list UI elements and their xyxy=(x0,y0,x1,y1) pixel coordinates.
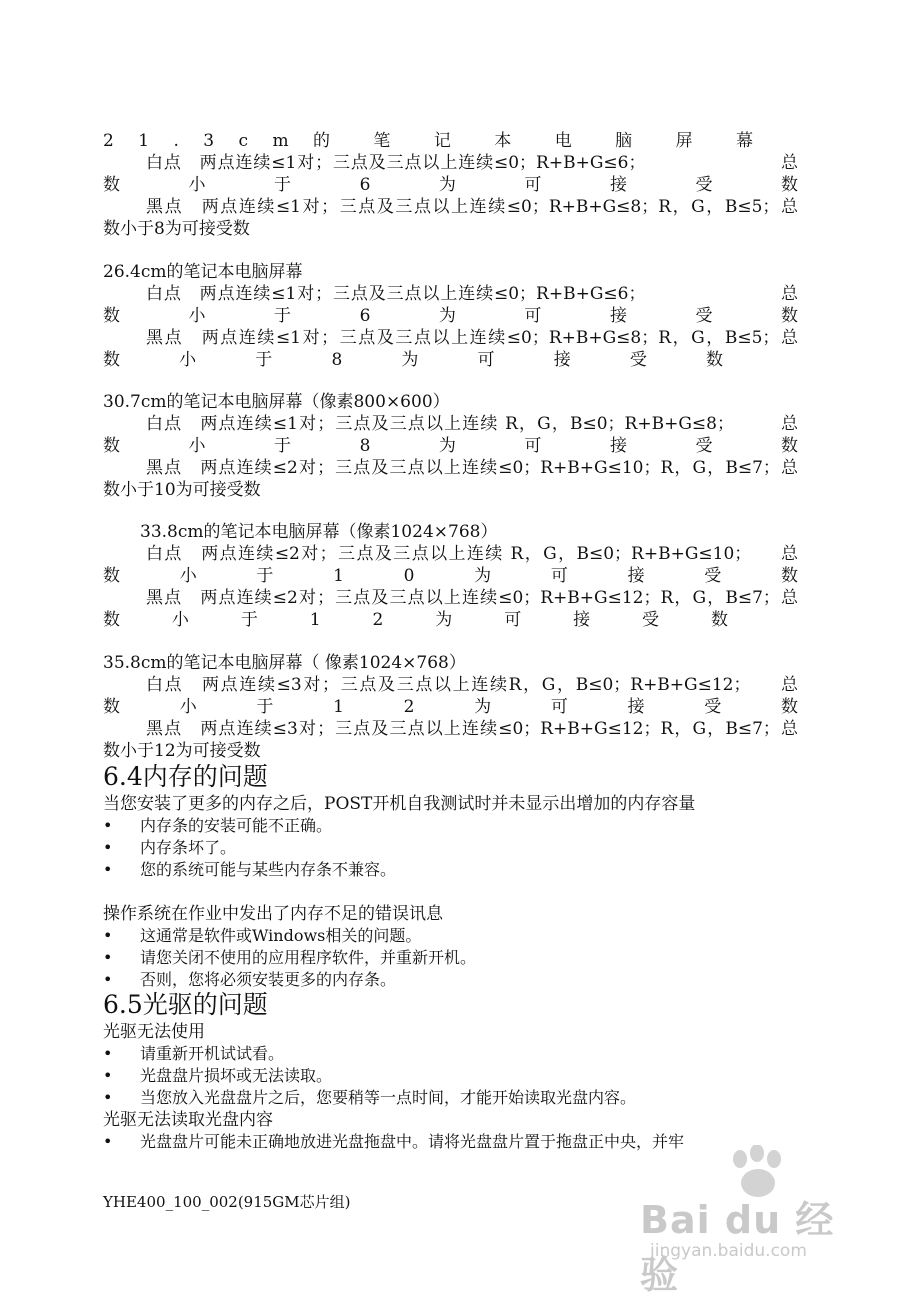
bullet-icon: • xyxy=(103,926,113,945)
optical-question: 光驱无法使用 xyxy=(103,1022,205,1042)
list-item: 请重新开机试试看。 xyxy=(140,1044,285,1063)
section-title: 33.8cm的笔记本电脑屏幕（像素1024×768） xyxy=(140,522,498,542)
black-spec-line: 黑点 两点连续≤3对；三点及三点以上连续≤0；R+B+G≤12；R，G，B≤7；总 xyxy=(146,719,798,739)
white-spec-line: 数 小 于 8 为 可 接 受 数 xyxy=(103,436,798,456)
section-title: 26.4cm的笔记本电脑屏幕 xyxy=(103,262,303,282)
watermark-brand: Bai du 经验 xyxy=(640,1198,835,1297)
list-item: 内存条的安装可能不正确。 xyxy=(140,816,333,835)
white-spec-line: 白点 两点连续≤1对；三点及三点以上连续≤0；R+B+G≤6； 总 xyxy=(146,284,798,304)
black-spec-line: 数 小 于 1 2 为 可 接 受 数 xyxy=(103,610,728,630)
black-spec-line: 数 小 于 8 为 可 接 受 数 xyxy=(103,350,723,370)
list-item: 这通常是软件或Windows相关的问题。 xyxy=(140,926,422,945)
black-spec-line: 数小于8为可接受数 xyxy=(103,219,250,239)
black-spec-line: 黑点 两点连续≤2对；三点及三点以上连续≤0；R+B+G≤12；R，G，B≤7；总 xyxy=(146,588,798,608)
list-item: 否则，您将必须安装更多的内存条。 xyxy=(140,970,397,989)
bullet-icon: • xyxy=(103,1044,113,1063)
memory-question: 当您安装了更多的内存之后，POST开机自我测试时并未显示出增加的内存容量 xyxy=(103,794,696,814)
white-spec-line: 数 小 于 1 0 为 可 接 受 数 xyxy=(103,566,798,586)
bullet-icon: • xyxy=(103,838,113,857)
black-spec-line: 数小于10为可接受数 xyxy=(103,480,261,500)
list-item: 光盘盘片损坏或无法读取。 xyxy=(140,1066,333,1085)
black-spec-line: 数小于12为可接受数 xyxy=(103,741,261,761)
bullet-icon: • xyxy=(103,816,113,835)
list-item: 内存条坏了。 xyxy=(140,838,237,857)
white-spec-line: 白点 两点连续≤3对；三点及三点以上连续R，G，B≤0；R+B+G≤12； 总 xyxy=(146,675,798,695)
white-spec-line: 数 小 于 6 为 可 接 受 数 xyxy=(103,175,798,195)
bullet-icon: • xyxy=(103,1088,113,1107)
white-spec-line: 数 小 于 6 为 可 接 受 数 xyxy=(103,306,798,326)
watermark-url: jingyan.baidu.com xyxy=(650,1241,807,1261)
list-item: 光盘盘片可能未正确地放进光盘拖盘中。请将光盘盘片置于拖盘正中央，并牢 xyxy=(140,1132,685,1151)
white-spec-line: 数 小 于 1 2 为 可 接 受 数 xyxy=(103,697,798,717)
baidu-watermark xyxy=(640,1145,870,1297)
bullet-icon: • xyxy=(103,970,113,989)
optical-question: 光驱无法读取光盘内容 xyxy=(103,1110,273,1130)
bullet-icon: • xyxy=(103,1066,113,1085)
black-spec-line: 黑点 两点连续≤2对；三点及三点以上连续≤0；R+B+G≤10；R，G，B≤7；总 xyxy=(146,458,798,478)
white-spec-line: 白点 两点连续≤2对；三点及三点以上连续 R，G，B≤0；R+B+G≤10； 总 xyxy=(146,544,798,564)
list-item: 您的系统可能与某些内存条不兼容。 xyxy=(140,860,397,879)
white-spec-line: 白点 两点连续≤1对；三点及三点以上连续 R，G，B≤0；R+B+G≤8； 总 xyxy=(146,414,798,434)
bullet-icon: • xyxy=(103,948,113,967)
section-title: 2 1 . 3 c m 的 笔 记 本 电 脑 屏 幕 xyxy=(103,131,753,151)
white-spec-line: 白点 两点连续≤1对；三点及三点以上连续≤0；R+B+G≤6； 总 xyxy=(146,153,798,173)
memory-question: 操作系统在作业中发出了内存不足的错误讯息 xyxy=(103,904,443,924)
bullet-icon: • xyxy=(103,860,113,879)
memory-heading: 6.4内存的问题 xyxy=(103,762,268,791)
black-spec-line: 黑点 两点连续≤1对；三点及三点以上连续≤0；R+B+G≤8；R，G，B≤5；总 xyxy=(146,328,798,348)
optical-heading: 6.5光驱的问题 xyxy=(103,990,268,1019)
section-title: 35.8cm的笔记本电脑屏幕（ 像素1024×768） xyxy=(103,653,466,673)
list-item: 请您关闭不使用的应用程序软件，并重新开机。 xyxy=(140,948,477,967)
bullet-icon: • xyxy=(103,1132,113,1151)
black-spec-line: 黑点 两点连续≤1对；三点及三点以上连续≤0；R+B+G≤8；R，G，B≤5；总 xyxy=(146,197,798,217)
page-footer: YHE400_100_002(915GM芯片组) xyxy=(103,1193,351,1211)
list-item: 当您放入光盘盘片之后，您要稍等一点时间，才能开始读取光盘内容。 xyxy=(140,1088,637,1107)
section-title: 30.7cm的笔记本电脑屏幕（像素800×600） xyxy=(103,392,450,412)
